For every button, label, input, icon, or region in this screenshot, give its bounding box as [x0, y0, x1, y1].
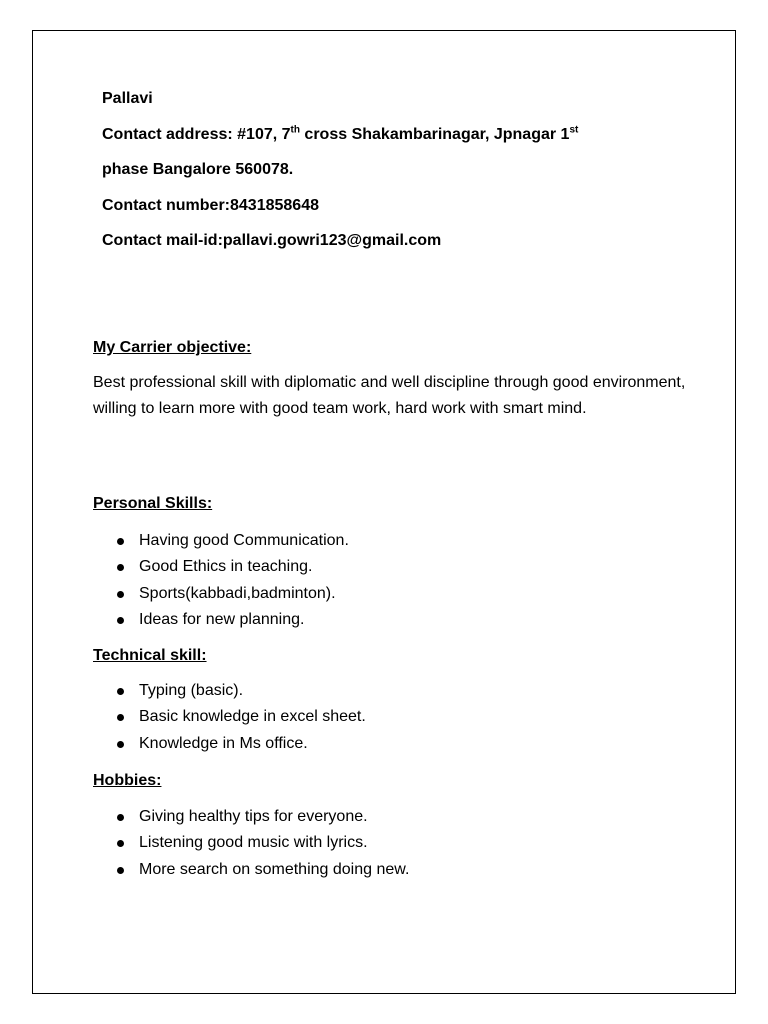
personal-skills-heading: Personal Skills: [93, 495, 213, 512]
list-item [93, 804, 713, 830]
bullet-icon [117, 741, 124, 748]
personal-skills-section [93, 492, 713, 633]
objective-section [93, 336, 713, 422]
bullet-icon [117, 840, 124, 847]
hobbies-list [93, 804, 713, 883]
technical-skill-heading: Technical skill: [93, 647, 207, 664]
address-part-2: cross Shakambarinagar, Jpnagar 1 [299, 125, 570, 143]
list-item [93, 731, 713, 757]
personal-skills-list [93, 528, 713, 633]
address-label: Contact address: [102, 125, 233, 143]
list-item-text: Giving healthy tips for everyone. [139, 808, 368, 825]
list-item-text: Knowledge in Ms office. [139, 734, 308, 752]
bullet-icon [117, 714, 124, 721]
list-item [93, 607, 713, 633]
objective-heading: My Carrier objective: [93, 339, 252, 356]
contact-address-line-2: phase Bangalore 560078. [102, 161, 294, 178]
hobbies-section [93, 769, 713, 883]
list-item-text: Good Ethics in teaching. [139, 558, 313, 576]
list-item [93, 830, 713, 856]
contact-address-line-1 [102, 122, 702, 158]
list-item [93, 581, 713, 607]
bullet-icon [117, 564, 124, 571]
list-item [93, 678, 713, 704]
list-item-text: Listening good music with lyrics. [139, 834, 368, 852]
address-superscript-st: st [569, 124, 579, 136]
list-item-text: Having good Communication. [139, 532, 349, 549]
objective-text: Best professional skill with diplomatic and well discipline through good environment, willing to learn more with good team work, hard work with smart mind. [93, 374, 686, 417]
list-item [93, 704, 713, 730]
candidate-name: Pallavi [102, 90, 153, 107]
hobbies-heading: Hobbies: [93, 772, 162, 789]
technical-skill-section [93, 644, 713, 757]
contact-number: Contact number:8431858648 [102, 196, 319, 214]
address-superscript-th: th [290, 124, 300, 136]
list-item-text: More search on something doing new. [139, 860, 410, 878]
list-item-text: Sports(kabbadi,badminton). [139, 584, 336, 602]
bullet-icon [117, 814, 124, 821]
bullet-icon [117, 538, 124, 545]
list-item-text: Typing (basic). [139, 682, 244, 699]
bullet-icon [117, 867, 124, 874]
list-item-text: Basic knowledge in excel sheet. [139, 708, 366, 726]
bullet-icon [117, 591, 124, 598]
bullet-icon [117, 688, 124, 695]
contact-mail: Contact mail-id:pallavi.gowri123@gmail.com [102, 232, 442, 249]
list-item [93, 554, 713, 580]
list-item [93, 528, 713, 554]
contact-block [102, 86, 702, 264]
technical-skill-list [93, 678, 713, 757]
address-part-1: #107, 7 [232, 125, 291, 143]
bullet-icon [117, 617, 124, 624]
list-item [93, 857, 713, 883]
list-item-text: Ideas for new planning. [139, 610, 305, 628]
